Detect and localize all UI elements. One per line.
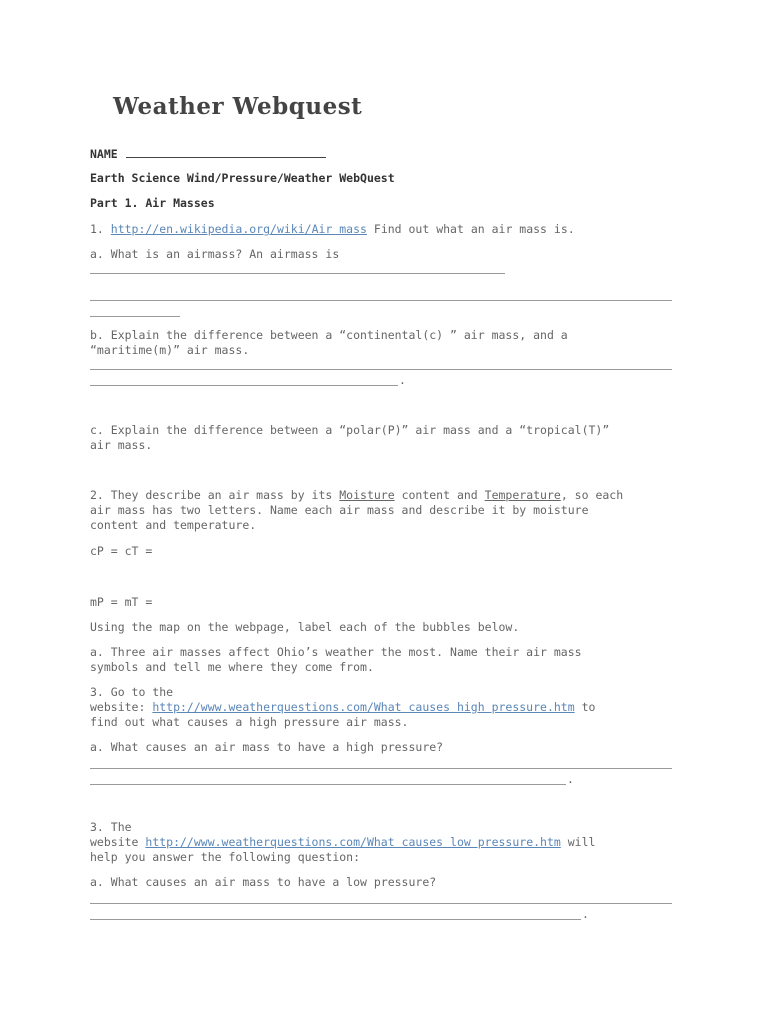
question-3-line1: 3. Go to the [90,685,174,699]
name-blank-line[interactable] [126,146,326,158]
worksheet-subtitle: Earth Science Wind/Pressure/Weather WebQuest [90,171,395,185]
name-row [90,146,326,162]
question-3a: a. What causes an air mass to have a high pressure? [90,740,444,754]
question-2-text: 2. They describe an air mass by its [90,488,340,502]
question-1-number: 1. [90,222,111,236]
question-3ba: a. What causes an air mass to have a low pressure? [90,875,437,889]
question-1a: a. What is an airmass? An airmass is [90,247,340,261]
question-2a-line2: symbols and tell me where they come from. [90,660,374,674]
part1-heading: Part 1. Air Masses [90,196,215,210]
question-3b-line3: help you answer the following question: [90,850,361,864]
map-instruction: Using the map on the webpage, label each of the bubbles below. [90,620,520,634]
name-label: NAME [90,147,118,161]
question-3b-text: website [90,835,146,849]
answer-line[interactable] [90,768,672,769]
question-2a-line1: a. Three air masses affect Ohio’s weather the most. Name their air mass [90,645,582,659]
answer-line[interactable] [90,919,581,920]
answer-period: . [582,907,589,921]
question-3-line2 [90,700,595,715]
temperature-term: Temperature [484,488,561,502]
question-2-line2: air mass has two letters. Name each air mass and describe it by moisture [90,503,589,517]
question-1-text: Find out what an air mass is. [366,222,575,236]
question-2-line1 [90,488,623,503]
answer-line[interactable] [90,385,398,386]
question-1b-line1: b. Explain the difference between a “continental(c) ” air mass, and a [90,328,568,342]
question-2-line3: content and temperature. [90,518,257,532]
question-1c-line1: c. Explain the difference between a “polar(P)” air mass and a “tropical(T)” [90,423,610,437]
answer-line[interactable] [90,784,566,785]
high-pressure-link[interactable]: http://www.weatherquestions.com/What causes high pressure.htm [152,700,575,714]
answer-line[interactable] [90,273,505,274]
question-1b-line2: “maritime(m)” air mass. [90,343,250,357]
question-3-line3: find out what causes a high pressure air mass. [90,715,409,729]
answer-line[interactable] [90,369,672,370]
question-3-text: website: [90,700,153,714]
question-1 [90,222,575,237]
wikipedia-air-mass-link[interactable]: http://en.wikipedia.org/wiki/Air mass [110,222,367,236]
answer-line[interactable] [90,903,672,904]
question-1c-line2: air mass. [90,438,153,452]
question-3-text: to [574,700,596,714]
answer-line[interactable] [90,316,180,317]
mp-mt-prompt: mP = mT = [90,595,153,609]
cp-ct-prompt: cP = cT = [90,544,153,558]
question-3b-line2 [90,835,595,850]
low-pressure-link[interactable]: http://www.weatherquestions.com/What causes low pressure.htm [145,835,561,849]
question-2-text: , so each [560,488,624,502]
question-3b-line1: 3. The [90,820,132,834]
answer-period: . [567,772,574,786]
question-2-text: content and [394,488,485,502]
answer-line[interactable] [90,300,672,301]
moisture-term: Moisture [339,488,395,502]
question-3b-text: will [560,835,596,849]
page-title: Weather Webquest [113,93,363,120]
answer-period: . [399,373,406,387]
